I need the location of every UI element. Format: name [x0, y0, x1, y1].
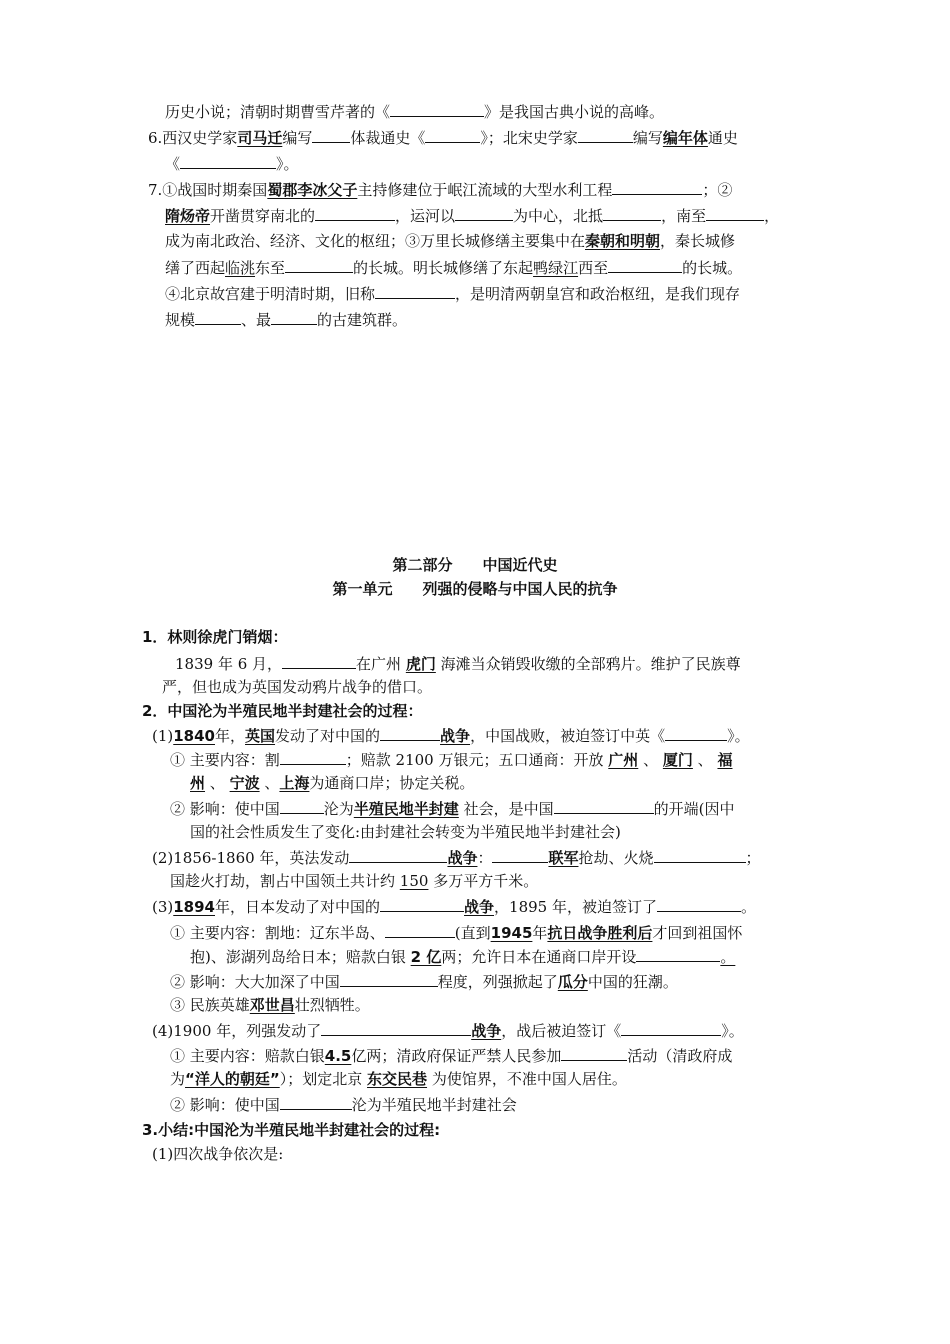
- blank: [425, 126, 480, 143]
- blank: [280, 748, 346, 765]
- text-line: 州 、 宁波 、上海为通商口岸；协定关税。: [190, 774, 475, 792]
- text-line: ③ 民族英雄邓世昌壮烈牺牲。: [170, 996, 370, 1014]
- blank: [561, 1044, 627, 1061]
- text-line: 国趁火打劫，割占中国领土共计约 150 多万平方千米。: [170, 872, 539, 890]
- text-line: 隋炀帝开凿贯穿南北的 ，运河以 为中心，北抵 ，南至 ，: [165, 204, 779, 227]
- text-line: ① 主要内容：赔款白银4.5亿两；清政府保证严禁人民参加 活动（清政府成: [170, 1044, 732, 1067]
- text-line: ① 主要内容：割 ；赔款 2100 万银元；五口通商：开放 广州 、 厦门 、 福: [170, 748, 732, 771]
- blank: [578, 126, 633, 143]
- blank: [554, 797, 654, 814]
- blank: [280, 797, 324, 814]
- section-heading: 3.小结:中国沦为半殖民地半封建社会的过程:: [142, 1121, 441, 1139]
- text-line: 国的社会性质发生了变化:由封建社会转变为半殖民地半封建社会): [190, 823, 621, 841]
- text-line: (3)1894年，日本发动了对中国的 战争，1895 年，被迫签订了 。: [152, 895, 756, 918]
- blank: [285, 256, 353, 273]
- text-line: 成为南北政治、经济、文化的枢纽；③万里长城修缮主要集中在秦朝和明朝，秦长城修: [165, 232, 736, 250]
- blank: [612, 178, 702, 195]
- blank: [375, 282, 455, 299]
- text-line: 历史小说；清朝时期曹雪芹著的《 》是我国古典小说的高峰。: [165, 100, 664, 123]
- blank: [665, 724, 727, 741]
- blank: [271, 308, 317, 325]
- text-line: (4)1900 年，列强发动了 战争，战后被迫签订《 》。: [152, 1019, 744, 1042]
- blank: [340, 970, 438, 987]
- text-line: 1839 年 6 月， 在广州 虎门 海滩当众销毁收缴的全部鸦片。维护了民族尊: [175, 652, 741, 675]
- blank: [390, 100, 484, 117]
- text-line: ② 影响：大大加深了中国 程度，列强掀起了瓜分中国的狂潮。: [170, 970, 678, 993]
- blank: [621, 1019, 721, 1036]
- blank: [455, 204, 513, 221]
- blank: [706, 204, 764, 221]
- blank: [608, 256, 682, 273]
- text-line: 《 》。: [165, 152, 299, 175]
- blank: [492, 846, 548, 863]
- text-line: ② 影响：使中国 沦为半殖民地半封建社会: [170, 1093, 517, 1116]
- section-heading: 2．中国沦为半殖民地半封建社会的过程：: [142, 702, 423, 720]
- blank: [282, 652, 356, 669]
- text-line: (1)1840年，英国发动了对中国的 战争，中国战败，被迫签订中英《 》。: [152, 724, 750, 747]
- blank: [385, 921, 455, 938]
- blank: [380, 895, 464, 912]
- section-heading: 1．林则徐虎门销烟：: [142, 628, 288, 646]
- text-line: 严，但也成为英国发动鸦片战争的借口。: [162, 678, 433, 696]
- blank: [312, 126, 350, 143]
- text-line: 缮了西起临洮东至 的长城。明长城修缮了东起鸭绿江西至 的长城。: [165, 256, 742, 279]
- blank: [349, 846, 447, 863]
- part-title: 第二部分 中国近代史: [392, 556, 558, 574]
- blank: [657, 895, 741, 912]
- unit-title: 第一单元 列强的侵略与中国人民的抗争: [332, 580, 618, 598]
- text-line: ④北京故宫建于明清时期，旧称 ，是明清两朝皇宫和政治枢纽，是我们现存: [165, 282, 740, 305]
- blank: [315, 204, 395, 221]
- blank: [321, 1019, 471, 1036]
- blank: [603, 204, 661, 221]
- text-line: (2)1856-1860 年，英法发动 战争： 联军抢劫、火烧 ；: [152, 846, 761, 869]
- text-line: 规模 、最 的古建筑群。: [165, 308, 407, 331]
- blank: [180, 152, 276, 169]
- text-line: ② 影响：使中国 沦为半殖民地半封建 社会，是中国 的开端(因中: [170, 797, 734, 820]
- text-line: 7.①战国时期秦国蜀郡李冰父子主持修建位于岷江流域的大型水利工程 ；②: [148, 178, 732, 201]
- blank: [654, 846, 746, 863]
- blank: [195, 308, 241, 325]
- text-line: 抱)、澎湖列岛给日本；赔款白银 2 亿两；允许日本在通商口岸开设 。: [190, 945, 735, 968]
- blank: [280, 1093, 352, 1110]
- blank: [380, 724, 440, 741]
- blank: [636, 945, 720, 962]
- text-line: 为“洋人的朝廷”）；划定北京 东交民巷 为使馆界，不准中国人居住。: [170, 1070, 627, 1088]
- text-line: (1)四次战争依次是:: [152, 1145, 284, 1163]
- text-line: ① 主要内容：割地：辽东半岛、 (直到1945年抗日战争胜利后才回到祖国怀: [170, 921, 742, 944]
- text-line: 6.西汉史学家司马迁编写 体裁通史《 》；北宋史学家 编写编年体通史: [148, 126, 738, 149]
